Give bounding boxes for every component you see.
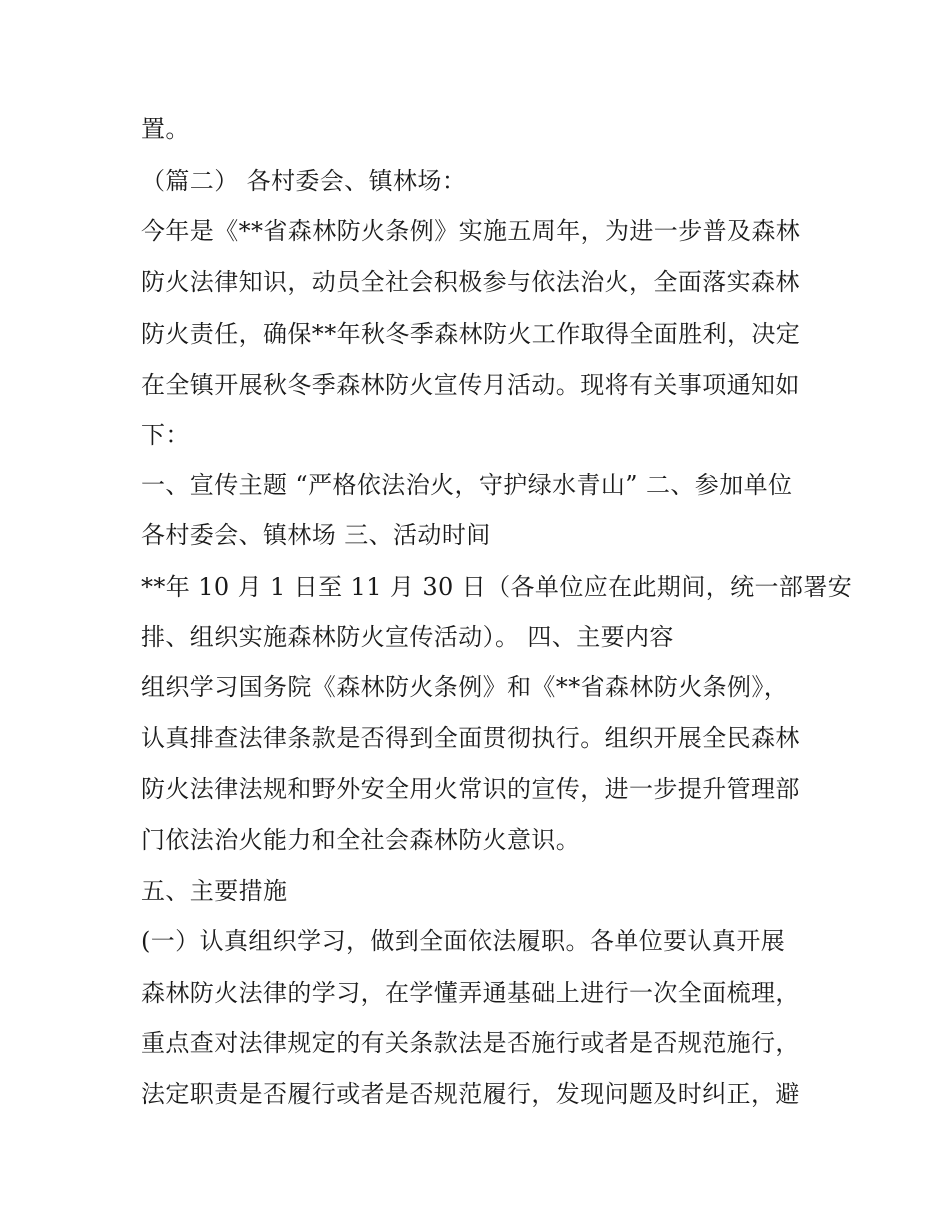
text-line: 一、宣传主题 “严格依法治火，守护绿水青山” 二、参加单位 <box>141 471 793 499</box>
text-line: 防火责任，确保**年秋冬季森林防火工作取得全面胜利，决定 <box>141 320 801 348</box>
text-line: 防火法律法规和野外安全用火常识的宣传，进一步提升管理部 <box>141 775 800 803</box>
text-line: 防火法律知识，动员全社会积极参与依法治火，全面落实森林 <box>141 268 800 296</box>
text-line: 下： <box>141 421 190 449</box>
text-line: 组织学习国务院《森林防火条例》和《**省森林防火条例》， <box>141 673 789 701</box>
text-line: **年 10 月 1 日至 11 月 30 日（各单位应在此期间，统一部署安 <box>141 573 853 601</box>
text-line: 认真排查法律条款是否得到全面贯彻执行。组织开展全民森林 <box>141 724 800 752</box>
text-line: 在全镇开展秋冬季森林防火宣传月活动。现将有关事项通知如 <box>141 371 800 399</box>
text-line: 今年是《**省森林防火条例》实施五周年，为进一步普及森林 <box>141 217 801 245</box>
text-line: 各村委会、镇林场 三、活动时间 <box>141 521 491 549</box>
text-line: 重点查对法律规定的有关条款法是否施行或者是否规范施行， <box>141 1029 800 1057</box>
text-line: 门依法治火能力和全社会森林防火意识。 <box>141 826 581 854</box>
text-line: （篇二） 各村委会、镇林场： <box>141 167 467 195</box>
text-line: 法定职责是否履行或者是否规范履行，发现问题及时纠正，避 <box>141 1080 800 1108</box>
text-line: 五、主要措施 <box>141 877 288 905</box>
text-line: 排、组织实施森林防火宣传活动）。 四、主要内容 <box>141 623 674 651</box>
text-line: 置。 <box>141 115 190 143</box>
text-line: (一）认真组织学习，做到全面依法履职。各单位要认真开展 <box>141 927 786 955</box>
text-line: 森林防火法律的学习，在学懂弄通基础上进行一次全面梳理， <box>141 979 800 1007</box>
